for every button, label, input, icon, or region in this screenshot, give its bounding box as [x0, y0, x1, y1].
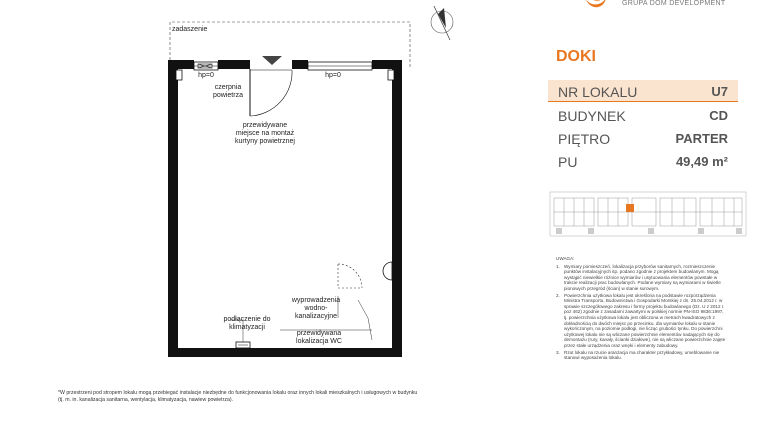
spec-value: CD [709, 108, 728, 123]
label-air-intake [206, 84, 250, 100]
note-text: Wymiary pomieszczeń, lokalizacja przyborów sanitarnych, rozmieszczenie punktów instalacyjnych itp. podano zgodnie z projektem budowlanym. Mogą wystąpić niewielkie różnice wymiarów i usytuowania elementów powstałe w trakcie realizacji prac budowlanych. Podane wymiary są wymiarami w świetle pionowych przegród (ścian) w stanie surowym. [564, 263, 721, 291]
label-canopy: zadaszenie [172, 26, 208, 33]
spec-value: 49,49 m² [675, 154, 728, 169]
investment-name: DOKI [556, 48, 596, 65]
brand-logo-icon [580, 0, 610, 10]
spec-row-floor [548, 127, 738, 149]
door-swing [250, 70, 292, 116]
spec-value: PARTER [675, 131, 728, 146]
wc-door-dashed [338, 264, 362, 288]
note-number: 2. [556, 292, 560, 298]
label-air-curtain [222, 122, 308, 146]
label-air-intake-line2: powietrza [213, 92, 243, 99]
spec-label: PU [558, 154, 578, 170]
note-number: 3. [556, 349, 560, 355]
walls [168, 60, 402, 357]
label-air-intake-line1: czerpnia [214, 84, 242, 91]
label-air-conditioning-line1: podłączenie do [223, 316, 271, 323]
north-arrow-icon [431, 6, 453, 40]
label-water-drainage-line3: kanalizacyjne [294, 313, 338, 320]
label-wc [284, 330, 354, 346]
spec-label: BUDYNEK [558, 108, 626, 124]
brand-company-name: GRUPA DOM DEVELOPMENT [622, 0, 726, 7]
note-number: 1. [556, 263, 560, 269]
brand-header [580, 0, 760, 14]
notes-title: UWAGA: [556, 256, 575, 261]
label-air-curtain-line2: miejsce na montaż [235, 130, 295, 137]
spec-value: U7 [711, 84, 728, 99]
spec-label: NR LOKALU [558, 84, 638, 100]
key-plan [548, 186, 748, 244]
label-water-drainage-line1: wyprowadzenia [291, 297, 341, 304]
label-water-drainage-line2: wodno- [304, 305, 328, 312]
label-air-curtain-line3: kurtyny powietrznej [235, 138, 295, 145]
label-air-curtain-line1: przewidywane [242, 122, 288, 129]
note-text: Rzut lokalu na rzucie aranżacja ma charakter przykładowy, umeblowanie nie stanowi wyposażenia lokalu. [564, 349, 720, 361]
footnote: *W przestrzeni pod stropem lokalu mogą przebiegać instalacje niezbędne do funkcjonowania lokalu oraz innych lokali mieszkalnych i usługowych w budynku (tj. m. in. kanalizacja sanitarna, wentylacja, klimatyzacja, nawiew powietrza). [58, 390, 418, 403]
label-water-drainage [288, 297, 344, 321]
label-air-conditioning-line2: klimatyzacji [229, 324, 265, 331]
note-item [556, 293, 726, 349]
spec-row-area [548, 150, 738, 172]
note-item [556, 350, 726, 361]
label-wc-line1: przewidywana [296, 330, 342, 337]
label-air-conditioning [222, 316, 272, 332]
note-text: Powierzchnia użytkowa lokalu jest określona na podstawie rozporządzenia Ministra Transportu, Budownictwa i Gospodarki Morskiej z dn. 25.04.2012 r. w sprawie szczegółowego zakresu i formy projektu budowlanego (Dz. U z 2012 r. poz 462) zgodnie z zasadami zawartymi w polskiej normie PN-ISO 9836:1997, tj. powierzchnia użytkowa lokalu jest obliczona w metrach kwadratowych z dokładnością do dwóch miejsc po przecinku, dla wymiarów lokalu w stanie wykończonym, na poziomie podłogi, nie licząc grubości tynku. Do powierzchni użytkowej lokalu nie są wliczane powierzchnie elementów nadających się do demontażu (rury, kanały, ścianki działowe), nie są wliczane powierzchnie zajęte przez stałe urządzenia oraz wnęki i elementy zabudowy. [564, 292, 726, 348]
key-plan-unit-marker [626, 204, 634, 212]
spec-row-unit-number [548, 80, 738, 102]
note-item [556, 264, 726, 292]
spec-label: PIĘTRO [558, 131, 611, 147]
label-hp-right: hp=0 [325, 72, 341, 79]
label-hp-left: hp=0 [198, 72, 214, 79]
notes-section [556, 256, 726, 362]
spec-row-building [548, 104, 738, 126]
label-wc-line2: lokalizacja WC [296, 338, 342, 345]
